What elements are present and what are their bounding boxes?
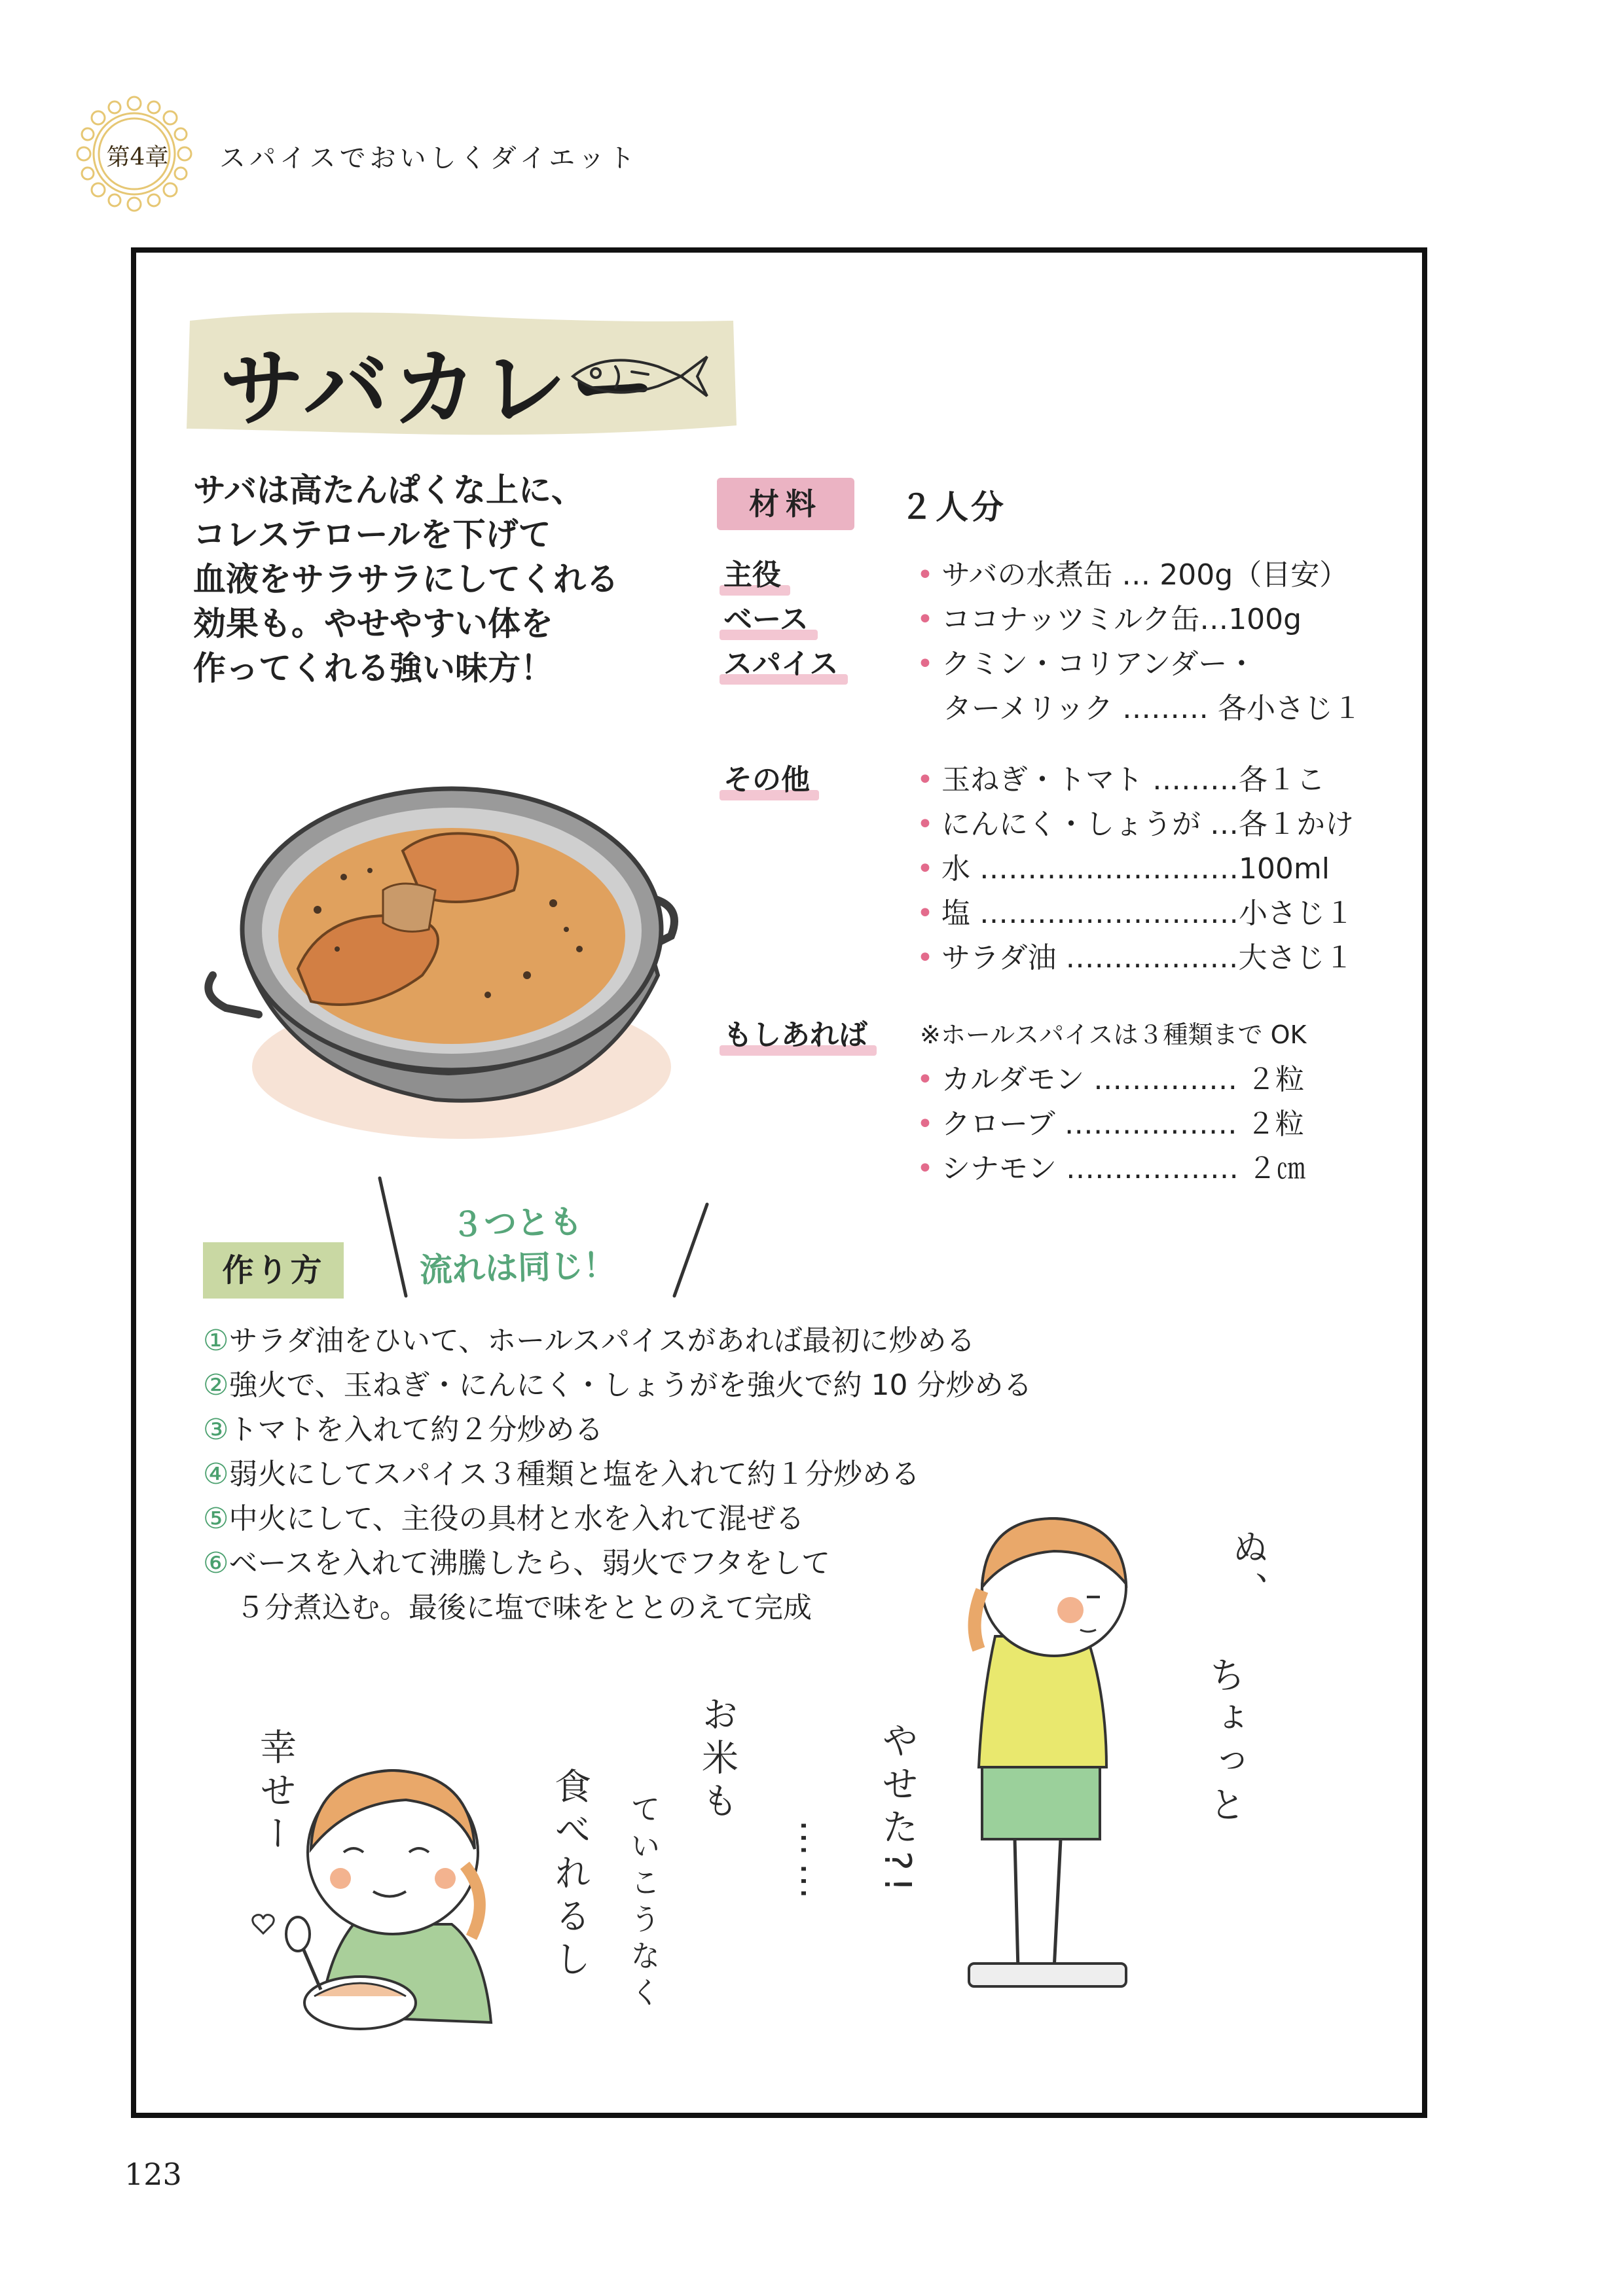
ingredient-item: • ココナッツミルク缶…100g: [917, 603, 1302, 636]
fish-icon: [566, 340, 714, 412]
ingredient-item: • カルダモン …………… ２粒: [917, 1063, 1305, 1096]
handwriting-eat: 食べれるし: [549, 1767, 591, 1983]
intro-line: コレステロールを下げて: [193, 516, 551, 554]
method-heading: 作り方: [203, 1242, 344, 1299]
ingredient-item-continuation: ターメリック ……… 各小さじ１: [943, 692, 1362, 725]
ingredient-item: • にんにく・しょうが …各１かけ: [917, 808, 1354, 841]
intro-line: 効果も。やせやすい体を: [193, 605, 553, 643]
optional-note: ※ホールスパイスは３種類まで OK: [920, 1020, 1307, 1049]
handwriting-nu: ぬ、: [1226, 1528, 1269, 1615]
curry-pot-illustration: [187, 759, 697, 1152]
ingredient-item: • サラダ油 ………………大さじ１: [917, 941, 1354, 975]
method-step: ⑤中火にして、主役の具材と水を入れて混ぜる: [203, 1502, 805, 1535]
handwriting-chotto: ちょっと: [1203, 1656, 1246, 1829]
ingredient-item: • サバの水煮缶 … 200g（目安）: [917, 558, 1349, 592]
chapter-title: スパイスでおいしくダイエット: [219, 143, 639, 173]
category-main: 主役: [723, 551, 781, 593]
ingredient-item: • 塩 ………………………小さじ１: [917, 897, 1354, 930]
handwriting-happy: 幸せー: [254, 1728, 297, 1857]
handwriting-rice: お米も: [696, 1695, 739, 1825]
ingredient-item: • 水 ………………………100ml: [917, 852, 1330, 886]
method-step: ②強火で、玉ねぎ・にんにく・しょうがを強火で約 10 分炒める: [203, 1369, 1032, 1402]
heart-icon: [250, 1911, 276, 1937]
ingredient-item: • クミン・コリアンダー・: [917, 647, 1256, 681]
ingredients-heading: 材料: [717, 478, 854, 530]
method-steps: [203, 1319, 1032, 1630]
method-step: ⑥ベースを入れて沸騰したら、弱火でフタをして: [203, 1547, 831, 1580]
intro-line: サバは高たんぱくな上に、: [193, 471, 584, 509]
handwriting-no-restraint: ていこうなく: [626, 1793, 661, 2013]
category-spice: スパイス: [723, 640, 839, 682]
method-step: ③トマトを入れて約２分炒める: [203, 1413, 604, 1446]
chapter-label: 第4章: [106, 144, 169, 171]
ingredient-item: • シナモン ……………… ２㎝: [917, 1152, 1305, 1185]
intro-line: 作ってくれる強い味方！: [193, 649, 553, 687]
handwriting-thin: やせた?!: [876, 1721, 919, 1899]
recipe-title: サバカレー: [219, 339, 660, 439]
method-step: ①サラダ油をひいて、ホールスパイスがあれば最初に炒める: [203, 1324, 976, 1357]
ingredient-item: • 玉ねぎ・トマト ………各１こ: [917, 763, 1325, 797]
method-callout: ３つとも 流れは同じ！: [419, 1202, 617, 1289]
girl-on-scale-illustration: [956, 1512, 1172, 2022]
category-other: その他: [723, 756, 810, 798]
recipe-intro: [193, 468, 704, 691]
page-number: 123: [124, 2157, 182, 2192]
servings: ２人分: [900, 488, 1006, 526]
intro-line: 血液をサラサラにしてくれる: [193, 560, 619, 598]
category-base: ベース: [723, 596, 809, 637]
girl-eating-illustration: [275, 1734, 524, 2062]
method-step-continuation: ５分煮込む。最後に塩で味をととのえて完成: [236, 1591, 812, 1624]
ingredient-item: • クローブ ……………… ２粒: [917, 1107, 1304, 1141]
category-optional: もしあれば: [723, 1011, 867, 1053]
method-step: ④弱火にしてスパイス３種類と塩を入れて約１分炒める: [203, 1458, 921, 1491]
handwriting-dots: ……: [792, 1820, 835, 1906]
